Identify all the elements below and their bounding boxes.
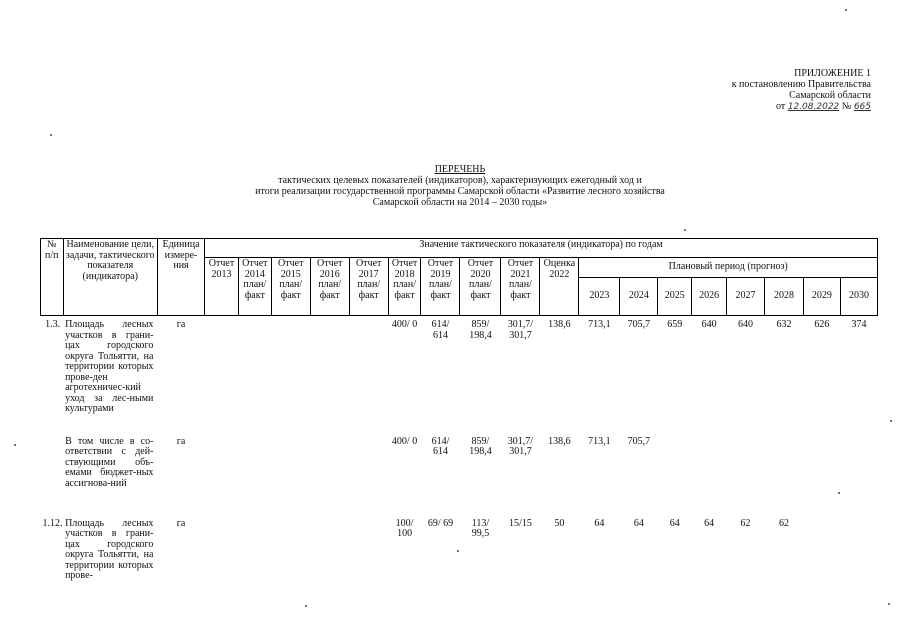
scan-speck — [305, 605, 307, 607]
cell-2029 — [803, 436, 840, 518]
header-name: Наименование цели, задачи, тактического показателя (индикатора) — [63, 239, 157, 316]
cell-2021: 301,7/ 301,7 — [507, 435, 534, 457]
row-unit: га — [176, 435, 186, 447]
row-unit: га — [176, 517, 186, 529]
cell-2020: 859/ 198,4 — [469, 435, 492, 457]
handwritten-date: 12.08.2022 — [787, 102, 840, 112]
number-sign: № — [841, 101, 852, 112]
header-2025: 2025 — [658, 278, 692, 316]
cell-2025 — [658, 436, 692, 518]
cell-2029: 626 — [814, 319, 830, 330]
header-2028: 2028 — [764, 278, 803, 316]
header-2017: Отчет 2017 план/ факт — [349, 258, 388, 316]
cell-2028 — [764, 436, 803, 518]
cell-2018: 400/ 0 — [391, 319, 418, 330]
scan-speck — [845, 9, 847, 11]
header-2021: Отчет 2021 план/ факт — [501, 258, 540, 316]
header-value-group: Значение тактического показателя (индикатора) по годам — [205, 239, 878, 258]
handwritten-number: 665 — [853, 102, 871, 112]
title-line-2: итоги реализации государственной программы Самарской области «Развитие лесного хозяйства — [255, 186, 665, 197]
header-2030: 2030 — [840, 278, 877, 316]
appendix-block — [701, 68, 871, 113]
appendix-title: ПРИЛОЖЕНИЕ 1 — [794, 68, 871, 79]
cell-2020: 113/ 99,5 — [471, 517, 490, 539]
row-name: Площадь лесных участков в грани-цах городского округа Тольятти, на территории которых прове-ден агротехничес-кий уход за лес-ными культурами — [65, 319, 154, 414]
indicators-table — [40, 238, 878, 598]
cell-2021: 301,7/ 301,7 — [507, 319, 534, 341]
document-heading: ПЕРЕЧЕНЬ — [434, 164, 486, 175]
row-num: 1.3. — [45, 319, 61, 330]
cell-2018: 100/ 100 — [395, 517, 414, 539]
cell-2022: 138,6 — [548, 319, 571, 330]
header-2013: Отчет 2013 — [205, 258, 239, 316]
cell-2030 — [840, 436, 877, 518]
appendix-region-line: Самарской области — [789, 90, 871, 101]
cell-2027: 62 — [740, 517, 751, 529]
cell-2028: 632 — [776, 319, 792, 330]
cell-2026 — [692, 436, 727, 518]
header-2014: Отчет 2014 план/ факт — [238, 258, 271, 316]
title-line-3: Самарской области на 2014 – 2030 годы» — [372, 197, 548, 208]
cell-2026: 640 — [701, 319, 717, 330]
table-row — [41, 316, 878, 436]
date-prefix: от — [775, 101, 786, 112]
header-2018: Отчет 2018 план/ факт — [388, 258, 421, 316]
cell-2018: 400/ 0 — [391, 435, 418, 447]
cell-2028: 62 — [778, 517, 789, 529]
header-2019: Отчет 2019 план/ факт — [421, 258, 460, 316]
header-unit: Единица измере-ния — [157, 239, 204, 316]
cell-2023: 713,1 — [588, 319, 611, 330]
row-num — [41, 436, 64, 518]
cell-2019: 614/ 614 — [431, 319, 450, 341]
cell-2021: 15/15 — [509, 517, 532, 529]
header-2027: 2027 — [727, 278, 765, 316]
header-2024: 2024 — [620, 278, 658, 316]
header-2020: Отчет 2020 план/ факт — [460, 258, 501, 316]
cell-2027 — [727, 436, 765, 518]
cell-2024: 705,7 — [627, 319, 651, 330]
cell-2019: 614/ 614 — [431, 435, 450, 457]
cell-2022: 50 — [554, 517, 565, 529]
cell-2024: 705,7 — [627, 435, 651, 447]
row-num: 1.12. — [42, 517, 63, 529]
row-unit: га — [176, 319, 186, 330]
cell-2019: 69/ 69 — [427, 517, 454, 529]
row-name: Площадь лесных участков в грани-цах городского округа Тольятти, на территории которых прове- — [65, 517, 154, 581]
document-title-block — [200, 164, 720, 208]
scan-speck — [50, 134, 52, 136]
scan-speck — [890, 420, 892, 422]
appendix-date-line — [701, 101, 871, 113]
header-2015: Отчет 2015 план/ факт — [271, 258, 310, 316]
appendix-decree-line: к постановлению Правительства — [731, 79, 871, 90]
scan-speck — [838, 492, 840, 494]
cell-2023: 713,1 — [588, 435, 611, 447]
table-row — [41, 436, 878, 518]
table-row — [41, 518, 878, 598]
cell-2023: 64 — [594, 517, 605, 529]
scan-speck — [14, 444, 16, 446]
header-2023: 2023 — [579, 278, 620, 316]
header-num: № п/п — [41, 239, 64, 316]
header-2029: 2029 — [803, 278, 840, 316]
cell-2026: 64 — [704, 517, 715, 529]
cell-2030 — [840, 518, 877, 598]
scan-speck — [888, 603, 890, 605]
header-2026: 2026 — [692, 278, 727, 316]
scan-speck — [684, 229, 686, 231]
header-planned-group: Плановый период (прогноз) — [579, 258, 878, 278]
header-2022: Оценка 2022 — [540, 258, 579, 316]
title-line-1: тактических целевых показателей (индикаторов), характеризующих ежегодный ход и — [278, 175, 642, 186]
cell-2027: 640 — [738, 319, 754, 330]
header-2016: Отчет 2016 план/ факт — [310, 258, 349, 316]
cell-2029 — [803, 518, 840, 598]
cell-2022: 138,6 — [548, 435, 571, 447]
cell-2020: 859/ 198,4 — [469, 319, 492, 341]
scan-speck — [457, 550, 459, 552]
cell-2025: 64 — [669, 517, 680, 529]
cell-2025: 659 — [667, 319, 683, 330]
row-name: В том числе в со-ответствии с дей-ствующими объ-емами бюджет-ных ассигнова-ний — [65, 435, 154, 489]
cell-2030: 374 — [851, 319, 867, 330]
cell-2024: 64 — [633, 517, 644, 529]
